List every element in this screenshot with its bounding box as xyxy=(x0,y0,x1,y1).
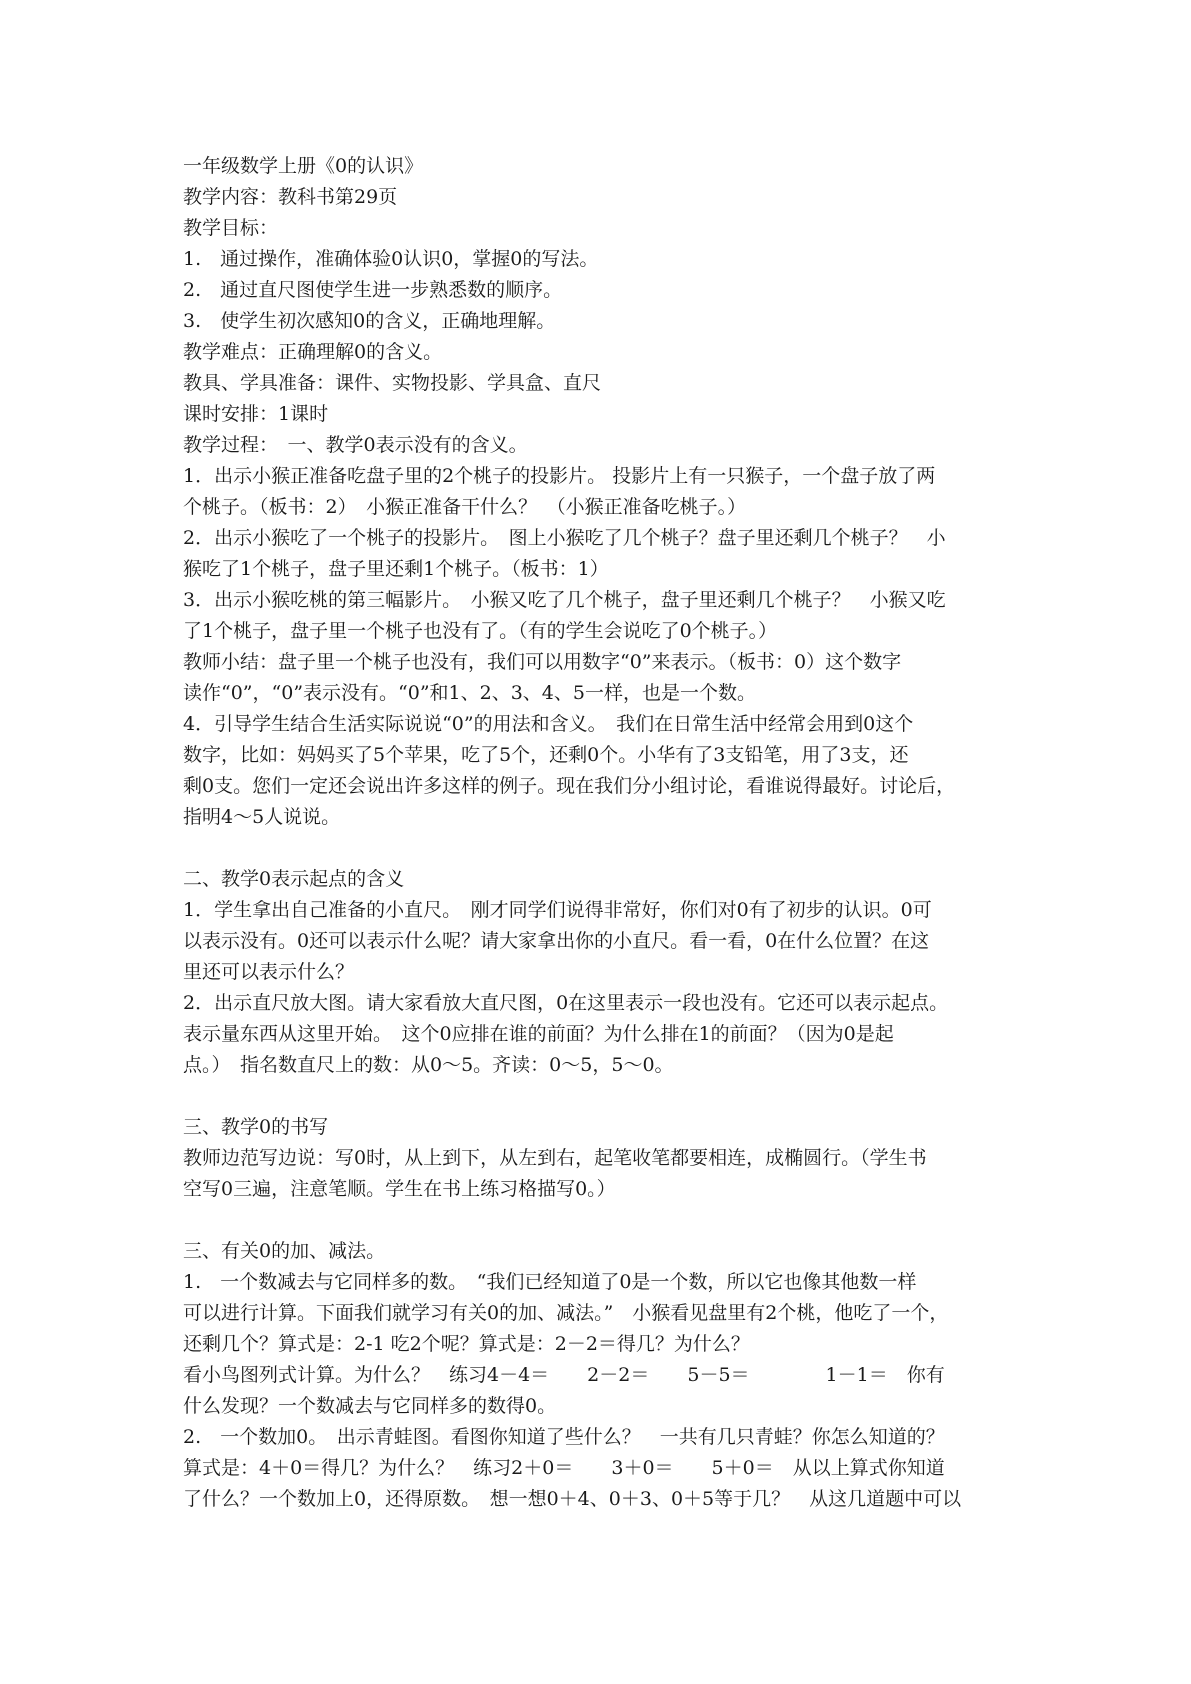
text-line: 算式是：4＋0＝得几？为什么？ 练习2＋0＝ 3＋0＝ 5＋0＝ 从以上算式你知道 xyxy=(183,1457,945,1479)
text-line: 了什么？一个数加上0，还得原数。 想一想0＋4、0＋3、0＋5等于几？ 从这几道题中可以 xyxy=(183,1488,962,1510)
text-line: 1. 一个数减去与它同样多的数。 “我们已经知道了0是一个数，所以它也像其他数一样 xyxy=(183,1271,917,1293)
text-line: 三、有关0的加、减法。 xyxy=(183,1240,386,1262)
text-line: 还剩几个？算式是：2-1 吃2个呢？算式是：2－2＝得几？为什么？ xyxy=(183,1333,750,1355)
text-line: 2. 一个数加0。 出示青蛙图。看图你知道了些什么？ 一共有几只青蛙？你怎么知道的？ xyxy=(183,1426,945,1448)
text-line: 教学过程： 一、教学0表示没有的含义。 xyxy=(183,434,528,456)
text-line: 空写0三遍，注意笔顺。学生在书上练习格描写0。） xyxy=(183,1178,616,1200)
text-line: 3. 使学生初次感知0的含义，正确地理解。 xyxy=(183,310,556,332)
text-line: 以表示没有。0还可以表示什么呢？请大家拿出你的小直尺。看一看，0在什么位置？在这 xyxy=(183,930,930,952)
text-line: 教学目标： xyxy=(183,217,279,239)
text-line: 教师边范写边说：写0时，从上到下，从左到右，起笔收笔都要相连，成椭圆行。（学生书 xyxy=(183,1147,927,1169)
text-line: 什么发现？一个数减去与它同样多的数得0。 xyxy=(183,1395,557,1417)
blank-line xyxy=(183,833,1023,864)
text-line: 3．出示小猴吃桃的第三幅影片。 小猴又吃了几个桃子，盘子里还剩几个桃子？ 小猴又吃 xyxy=(183,589,946,611)
text-line: 2. 通过直尺图使学生进一步熟悉数的顺序。 xyxy=(183,279,563,301)
blank-line xyxy=(183,1205,1023,1236)
text-line: 个桃子。（板书：2） 小猴正准备干什么？ （小猴正准备吃桃子。） xyxy=(183,496,747,518)
document-title: 一年级数学上册《0的认识》 xyxy=(183,155,424,177)
document-page xyxy=(183,151,1023,1515)
text-line: 表示量东西从这里开始。 这个0应排在谁的前面？为什么排在1的前面？（因为0是起 xyxy=(183,1023,894,1045)
blank-line xyxy=(183,1081,1023,1112)
text-line: 数字，比如：妈妈买了5个苹果，吃了5个，还剩0个。小华有了3支铅笔，用了3支，还 xyxy=(183,744,909,766)
text-line: 三、教学0的书写 xyxy=(183,1116,329,1138)
text-line: 教学内容：教科书第29页 xyxy=(183,186,398,208)
text-line: 点。） 指名数直尺上的数：从0～5。齐读：0～5，5～0。 xyxy=(183,1054,674,1076)
text-line: 剩0支。您们一定还会说出许多这样的例子。现在我们分小组讨论，看谁说得最好。讨论后， xyxy=(183,775,956,797)
text-line: 2．出示直尺放大图。请大家看放大直尺图，0在这里表示一段也没有。它还可以表示起点。 xyxy=(183,992,949,1014)
text-line: 里还可以表示什么？ xyxy=(183,961,355,983)
text-line: 1. 通过操作，准确体验0认识0，掌握0的写法。 xyxy=(183,248,599,270)
text-line: 二、教学0表示起点的含义 xyxy=(183,868,405,890)
text-line: 看小鸟图列式计算。为什么？ 练习4－4＝ 2－2＝ 5－5＝ 1－1＝ 你有 xyxy=(183,1364,945,1386)
text-line: 了1个桃子，盘子里一个桃子也没有了。（有的学生会说吃了0个桃子。） xyxy=(183,620,778,642)
text-line: 2．出示小猴吃了一个桃子的投影片。 图上小猴吃了几个桃子？盘子里还剩几个桃子？ 小 xyxy=(183,527,946,549)
text-line: 教师小结：盘子里一个桃子也没有，我们可以用数字“0”来表示。（板书：0）这个数字 xyxy=(183,651,902,673)
text-line: 1．出示小猴正准备吃盘子里的2个桃子的投影片。 投影片上有一只猴子，一个盘子放了两 xyxy=(183,465,936,487)
text-line: 教学难点：正确理解0的含义。 xyxy=(183,341,443,363)
text-line: 猴吃了1个桃子，盘子里还剩1个桃子。（板书：1） xyxy=(183,558,609,580)
text-line: 1．学生拿出自己准备的小直尺。 刚才同学们说得非常好，你们对0有了初步的认识。0可 xyxy=(183,899,932,921)
text-line: 可以进行计算。下面我们就学习有关0的加、减法。” 小猴看见盘里有2个桃，他吃了一个， xyxy=(183,1302,949,1324)
text-line: 读作“0”，“0”表示没有。“0”和1、2、3、4、5一样，也是一个数。 xyxy=(183,682,756,704)
text-line: 指明4～5人说说。 xyxy=(183,806,341,828)
text-line: 课时安排：1课时 xyxy=(183,403,329,425)
text-line: 4．引导学生结合生活实际说说“0”的用法和含义。 我们在日常生活中经常会用到0这个 xyxy=(183,713,914,735)
text-line: 教具、学具准备：课件、实物投影、学具盒、直尺 xyxy=(183,372,602,394)
